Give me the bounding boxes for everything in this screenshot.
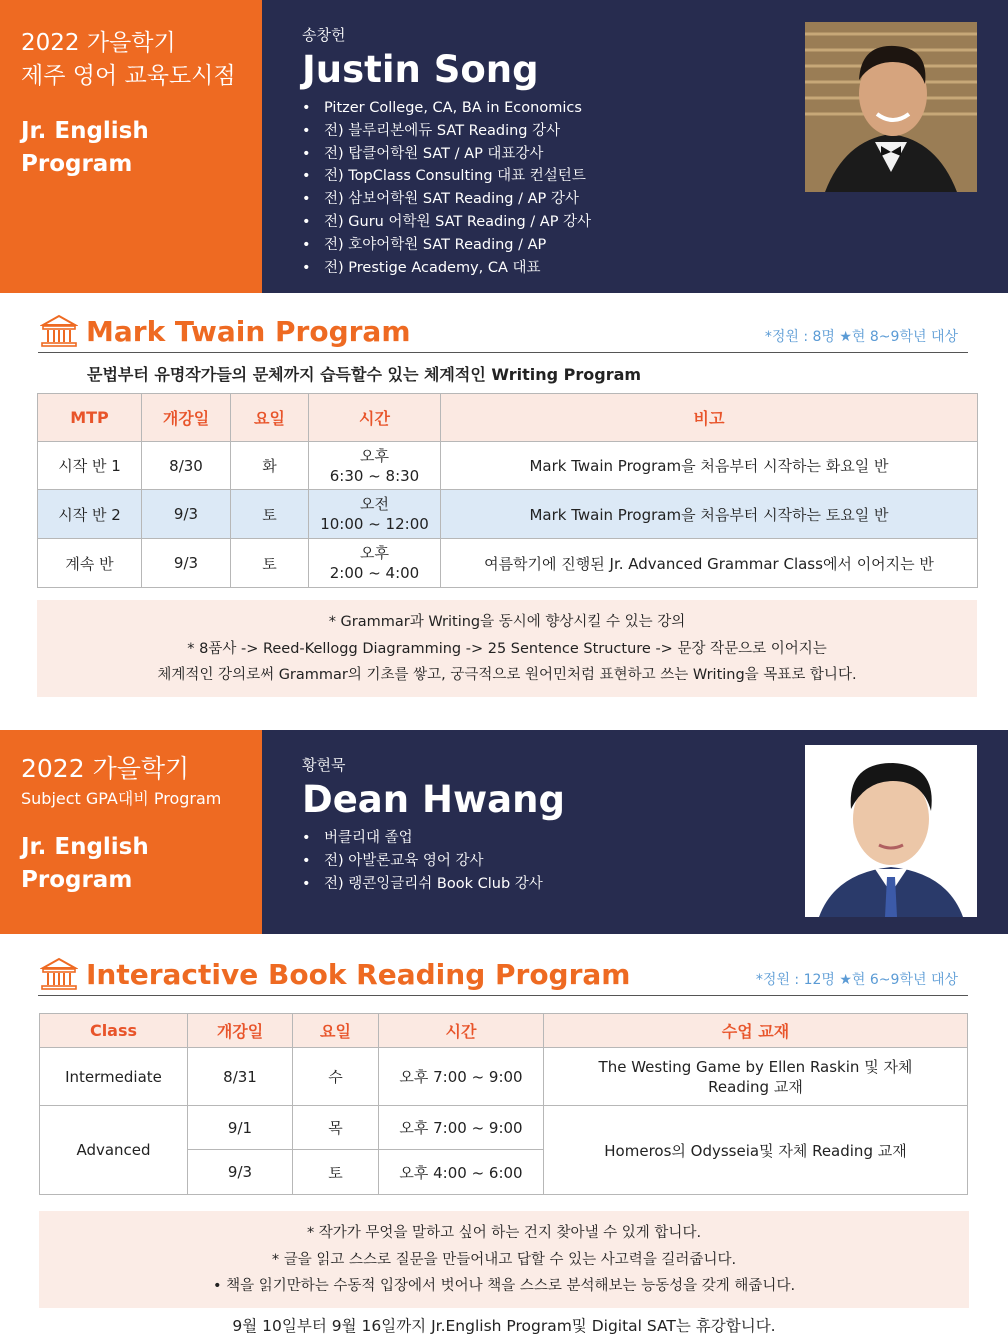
book-cell: Homeros의 Odysseia및 자체 Reading 교재 [544,1106,968,1195]
building-icon [40,314,78,348]
bio-item: • 전) TopClass Consulting 대표 컨설턴트 [302,165,1008,188]
day-cell: 화 [231,442,309,490]
note-line: 체계적인 강의로써 Grammar의 기초를 쌓고, 궁극적으로 원어민처럼 표현하고 쓰는 Writing을 목표로 합니다. [157,667,857,683]
capacity-note: *정원 : 12명 ★현 6~9학년 대상 [755,972,958,988]
bio-item: • 전) 삼보어학원 SAT Reading / AP 강사 [302,188,1008,211]
table-row [38,442,978,490]
table-header-row [38,394,978,442]
time-range: 6:30 ~ 8:30 [329,466,420,485]
table-row [38,490,978,539]
bio-item: • 전) Guru 어학원 SAT Reading / AP 강사 [302,211,1008,234]
date-cell: 9/3 [188,1150,293,1195]
teacher-profile [262,0,1008,293]
note-line: * 8품사 -> Reed-Kellogg Diagramming -> 25 Sentence Structure -> 문장 작문으로 이어지는 [187,640,827,657]
program-notes-box [39,1211,969,1308]
program-name-line2: Program [21,151,133,177]
table-row [40,1048,968,1106]
book-reading-schedule-table [39,1013,968,1195]
time-period: 오후 [360,544,389,562]
time-cell: 오후 4:00 ~ 6:00 [379,1150,544,1195]
section-title: Mark Twain Program [86,315,411,348]
term-panel [0,0,262,293]
building-icon [40,957,78,991]
date-cell: 8/31 [188,1048,293,1106]
bio-item: • 전) 아발론교육 영어 강사 [302,850,1008,873]
book-line: The Westing Game by Ellen Raskin 및 자체 [598,1057,913,1076]
column-header: 시간 [309,394,441,442]
column-header: 시간 [379,1014,544,1048]
note-line: * 글을 읽고 스스로 질문을 만들어내고 답할 수 있는 사고력을 길러줍니다. [271,1251,737,1268]
term-panel [0,730,262,934]
teacher-banner-justin [0,0,1008,293]
section-heading-book-reading [38,943,968,996]
day-cell: 토 [231,490,309,539]
teacher-photo [805,22,977,192]
bio-item: • 전) 탑클어학원 SAT / AP 대표강사 [302,143,1008,166]
bio-item: • Pitzer College, CA, BA in Economics [302,97,1008,120]
section-title: Interactive Book Reading Program [86,958,631,991]
bio-item: • 전) Prestige Academy, CA 대표 [302,257,1008,280]
capacity-note: *정원 : 8명 ★현 8~9학년 대상 [764,329,958,345]
holiday-notice: 9월 10일부터 9월 16일까지 Jr.English Program및 Digital SAT는 휴강합니다. [232,1317,776,1335]
book-cell [544,1048,968,1106]
note-line: * Grammar과 Writing을 동시에 향상시킬 수 있는 강의 [328,614,686,630]
time-cell: 오후 7:00 ~ 9:00 [379,1106,544,1150]
teacher-banner-dean [0,730,1008,934]
teacher-korean-name: 송창헌 [302,26,346,44]
class-cell: 시작 반 1 [38,442,142,490]
note-line: * 작가가 무엇을 말하고 싶어 하는 건지 찾아낼 수 있게 합니다. [306,1225,702,1241]
column-header: Class [40,1014,188,1048]
time-cell [309,539,441,588]
teacher-profile [262,730,1008,934]
program-subtitle: Subject GPA대비 Program [21,789,222,808]
time-period: 오후 [360,446,389,465]
note-cell: 여름학기에 진행된 Jr. Advanced Grammar Class에서 이어지는 반 [441,539,978,588]
program-description: 문법부터 유명작가들의 문체까지 습득할수 있는 체계적인 Writing Program [87,365,642,384]
table-row [38,539,978,588]
program-notes-box [37,600,977,697]
date-cell: 9/3 [142,490,231,539]
bio-item: • 전) 블루리본에듀 SAT Reading 강사 [302,120,1008,143]
column-header: 수업 교재 [544,1014,968,1048]
column-header: 요일 [293,1014,379,1048]
time-cell [309,442,441,490]
note-line: • 책을 읽기만하는 수동적 입장에서 벗어나 책을 스스로 분석해보는 능동성을 갖게 해줍니다. [212,1278,796,1294]
time-period: 오전 [360,495,389,513]
time-range: 2:00 ~ 4:00 [329,564,420,582]
table-header-row [40,1014,968,1048]
bio-item: • 전) 랭콘잉글리쉬 Book Club 강사 [302,873,1008,896]
book-line: Reading 교재 [708,1077,803,1096]
day-cell: 목 [293,1106,379,1150]
mark-twain-schedule-table [37,393,978,588]
time-cell: 오후 7:00 ~ 9:00 [379,1048,544,1106]
day-cell: 수 [293,1048,379,1106]
section-heading-mark-twain [38,300,968,353]
bio-item: • 버클리대 졸업 [302,827,1008,850]
campus-title: 제주 영어 교육도시점 [21,63,236,89]
teacher-photo [805,745,977,917]
teacher-english-name: Dean Hwang [302,778,565,821]
class-cell: Intermediate [40,1048,188,1106]
date-cell: 9/1 [188,1106,293,1150]
class-cell: Advanced [40,1106,188,1195]
column-header: 개강일 [188,1014,293,1048]
column-header: 요일 [231,394,309,442]
note-cell: Mark Twain Program을 처음부터 시작하는 화요일 반 [441,442,978,490]
day-cell: 토 [293,1150,379,1195]
class-cell: 계속 반 [38,539,142,588]
term-title: 2022 가을학기 [21,30,176,56]
column-header: 개강일 [142,394,231,442]
teacher-korean-name: 황현묵 [302,756,346,774]
term-title: 2022 가을학기 [21,754,190,783]
program-name-line1: Jr. English [21,118,149,144]
date-cell: 9/3 [142,539,231,588]
note-cell: Mark Twain Program을 처음부터 시작하는 토요일 반 [441,490,978,539]
day-cell: 토 [231,539,309,588]
time-range: 10:00 ~ 12:00 [320,515,429,533]
date-cell: 8/30 [142,442,231,490]
column-header: 비고 [441,394,978,442]
class-cell: 시작 반 2 [38,490,142,539]
teacher-english-name: Justin Song [302,48,539,91]
time-cell [309,490,441,539]
column-header: MTP [38,394,142,442]
table-row [40,1106,968,1150]
program-name-line2: Program [21,867,133,893]
program-name-line1: Jr. English [21,834,149,860]
bio-item: • 전) 호야어학원 SAT Reading / AP [302,234,1008,257]
